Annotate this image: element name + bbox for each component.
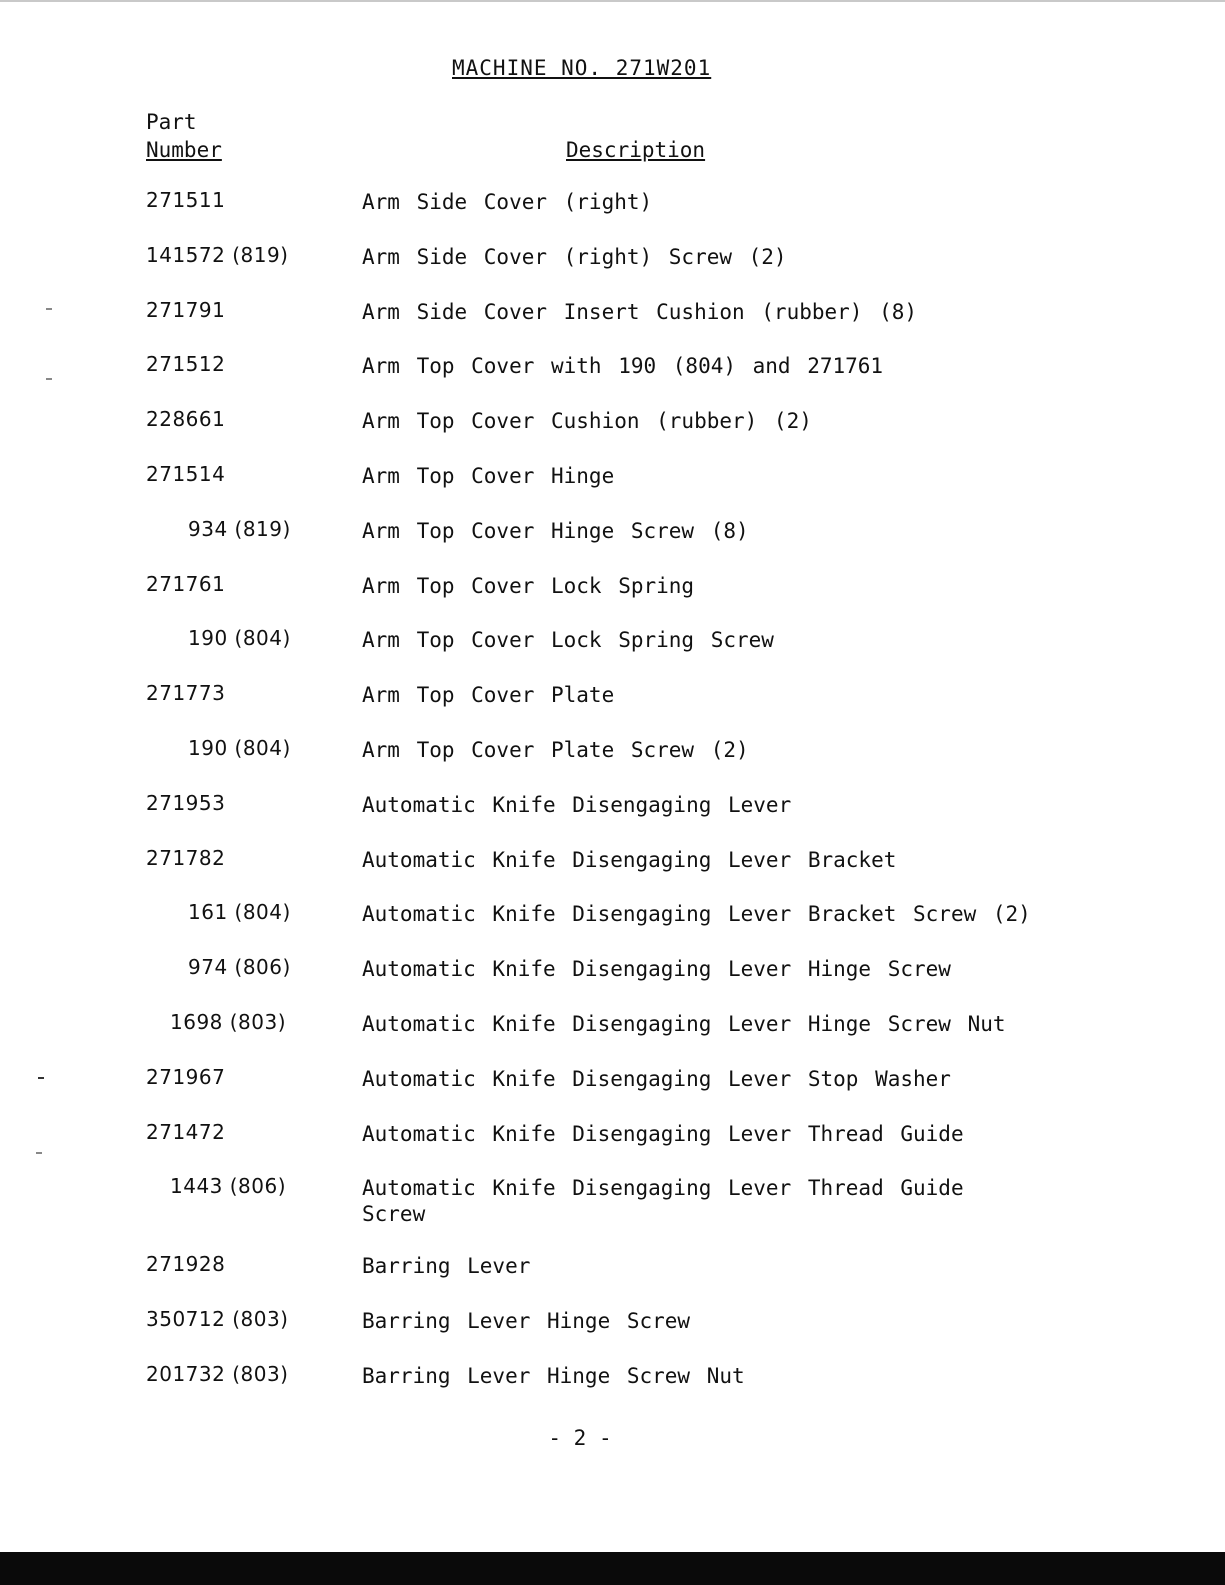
part-label: Part <box>146 110 197 134</box>
part-description: Arm Top Cover Hinge <box>362 463 615 488</box>
part-number: 228661 <box>146 407 226 432</box>
number-label: Number <box>146 138 222 162</box>
part-description: Barring Lever <box>362 1254 531 1279</box>
part-description: Arm Top Cover Hinge Screw (8) <box>362 518 749 543</box>
part-description: Arm Side Cover Insert Cushion (rubber) (8) <box>362 299 918 324</box>
parts-row <box>0 570 1225 625</box>
part-description: Arm Top Cover Plate <box>362 683 615 708</box>
part-description: Arm Side Cover (right) Screw (2) <box>362 244 787 269</box>
part-description: Arm Top Cover Cushion (rubber) (2) <box>362 409 812 434</box>
document-title: MACHINE NO. 271W201 <box>452 56 712 80</box>
part-description: Barring Lever Hinge Screw Nut <box>362 1363 745 1388</box>
part-number: 934 (819) <box>188 516 291 541</box>
part-description: Automatic Knife Disengaging Lever Bracket Screw (2) <box>362 902 1031 927</box>
part-number: 161 (804) <box>188 900 291 925</box>
parts-row <box>0 679 1225 734</box>
scan-mark <box>46 308 52 310</box>
page-number: - 2 - <box>548 1426 612 1450</box>
part-number: 271472 <box>146 1119 226 1144</box>
part-description: Automatic Knife Disengaging Lever Thread Guide <box>362 1121 964 1146</box>
parts-row <box>0 350 1225 405</box>
part-description: Arm Side Cover (right) <box>362 190 653 214</box>
parts-row <box>0 844 1225 899</box>
part-number: 271953 <box>146 790 226 815</box>
part-number: 271773 <box>146 681 226 706</box>
parts-row <box>0 186 1225 241</box>
part-number: 201732 (803) <box>146 1361 289 1386</box>
part-number: 271761 <box>146 571 226 596</box>
parts-row <box>0 898 1225 953</box>
part-number: 271514 <box>146 461 226 486</box>
parts-row <box>0 1172 1225 1250</box>
description-header: Description <box>566 138 706 162</box>
part-number: 190 (804) <box>188 626 291 651</box>
parts-row <box>0 1250 1225 1305</box>
parts-row <box>0 1063 1225 1118</box>
top-border <box>0 0 1225 2</box>
part-description: Arm Top Cover with 190 (804) and 271761 <box>362 354 884 379</box>
part-number: 271512 <box>146 352 226 377</box>
parts-row <box>0 241 1225 296</box>
part-number: 1443 (806) <box>170 1174 287 1199</box>
parts-row <box>0 515 1225 570</box>
parts-row <box>0 789 1225 844</box>
part-description: Automatic Knife Disengaging Lever Hinge Screw <box>362 957 951 982</box>
part-number: 271967 <box>146 1064 226 1089</box>
scan-bottom-edge <box>0 1552 1225 1585</box>
part-number-header <box>146 108 222 164</box>
scan-mark <box>36 1152 42 1154</box>
parts-row <box>0 296 1225 351</box>
parts-row <box>0 460 1225 515</box>
parts-row <box>0 1360 1225 1415</box>
part-number: 141572 (819) <box>146 242 289 267</box>
part-description: Automatic Knife Disengaging Lever Stop Washer <box>362 1066 951 1091</box>
parts-list <box>0 186 1225 1415</box>
parts-row <box>0 953 1225 1008</box>
part-description: Arm Top Cover Plate Screw (2) <box>362 737 749 762</box>
part-number: 271511 <box>146 188 226 212</box>
parts-row <box>0 624 1225 679</box>
parts-row <box>0 734 1225 789</box>
part-number: 1698 (803) <box>170 1009 287 1034</box>
part-number: 350712 (803) <box>146 1307 289 1332</box>
parts-row <box>0 1008 1225 1063</box>
part-number: 190 (804) <box>188 735 291 760</box>
parts-row <box>0 1305 1225 1360</box>
part-description: Arm Top Cover Lock Spring Screw <box>362 628 774 653</box>
parts-row <box>0 405 1225 460</box>
scan-mark <box>46 378 52 380</box>
part-number: 974 (806) <box>188 955 291 980</box>
part-description: Automatic Knife Disengaging Lever Thread Guide Screw <box>362 1176 964 1227</box>
part-description: Barring Lever Hinge Screw <box>362 1309 691 1334</box>
part-number: 271928 <box>146 1252 226 1277</box>
part-number: 271782 <box>146 845 226 870</box>
part-description: Automatic Knife Disengaging Lever Hinge Screw Nut <box>362 1011 1006 1036</box>
part-description: Automatic Knife Disengaging Lever <box>362 792 792 817</box>
part-description: Arm Top Cover Lock Spring <box>362 573 695 598</box>
scan-mark <box>38 1077 44 1079</box>
part-number: 271791 <box>146 297 226 322</box>
parts-row <box>0 1118 1225 1173</box>
part-description: Automatic Knife Disengaging Lever Bracket <box>362 847 897 872</box>
